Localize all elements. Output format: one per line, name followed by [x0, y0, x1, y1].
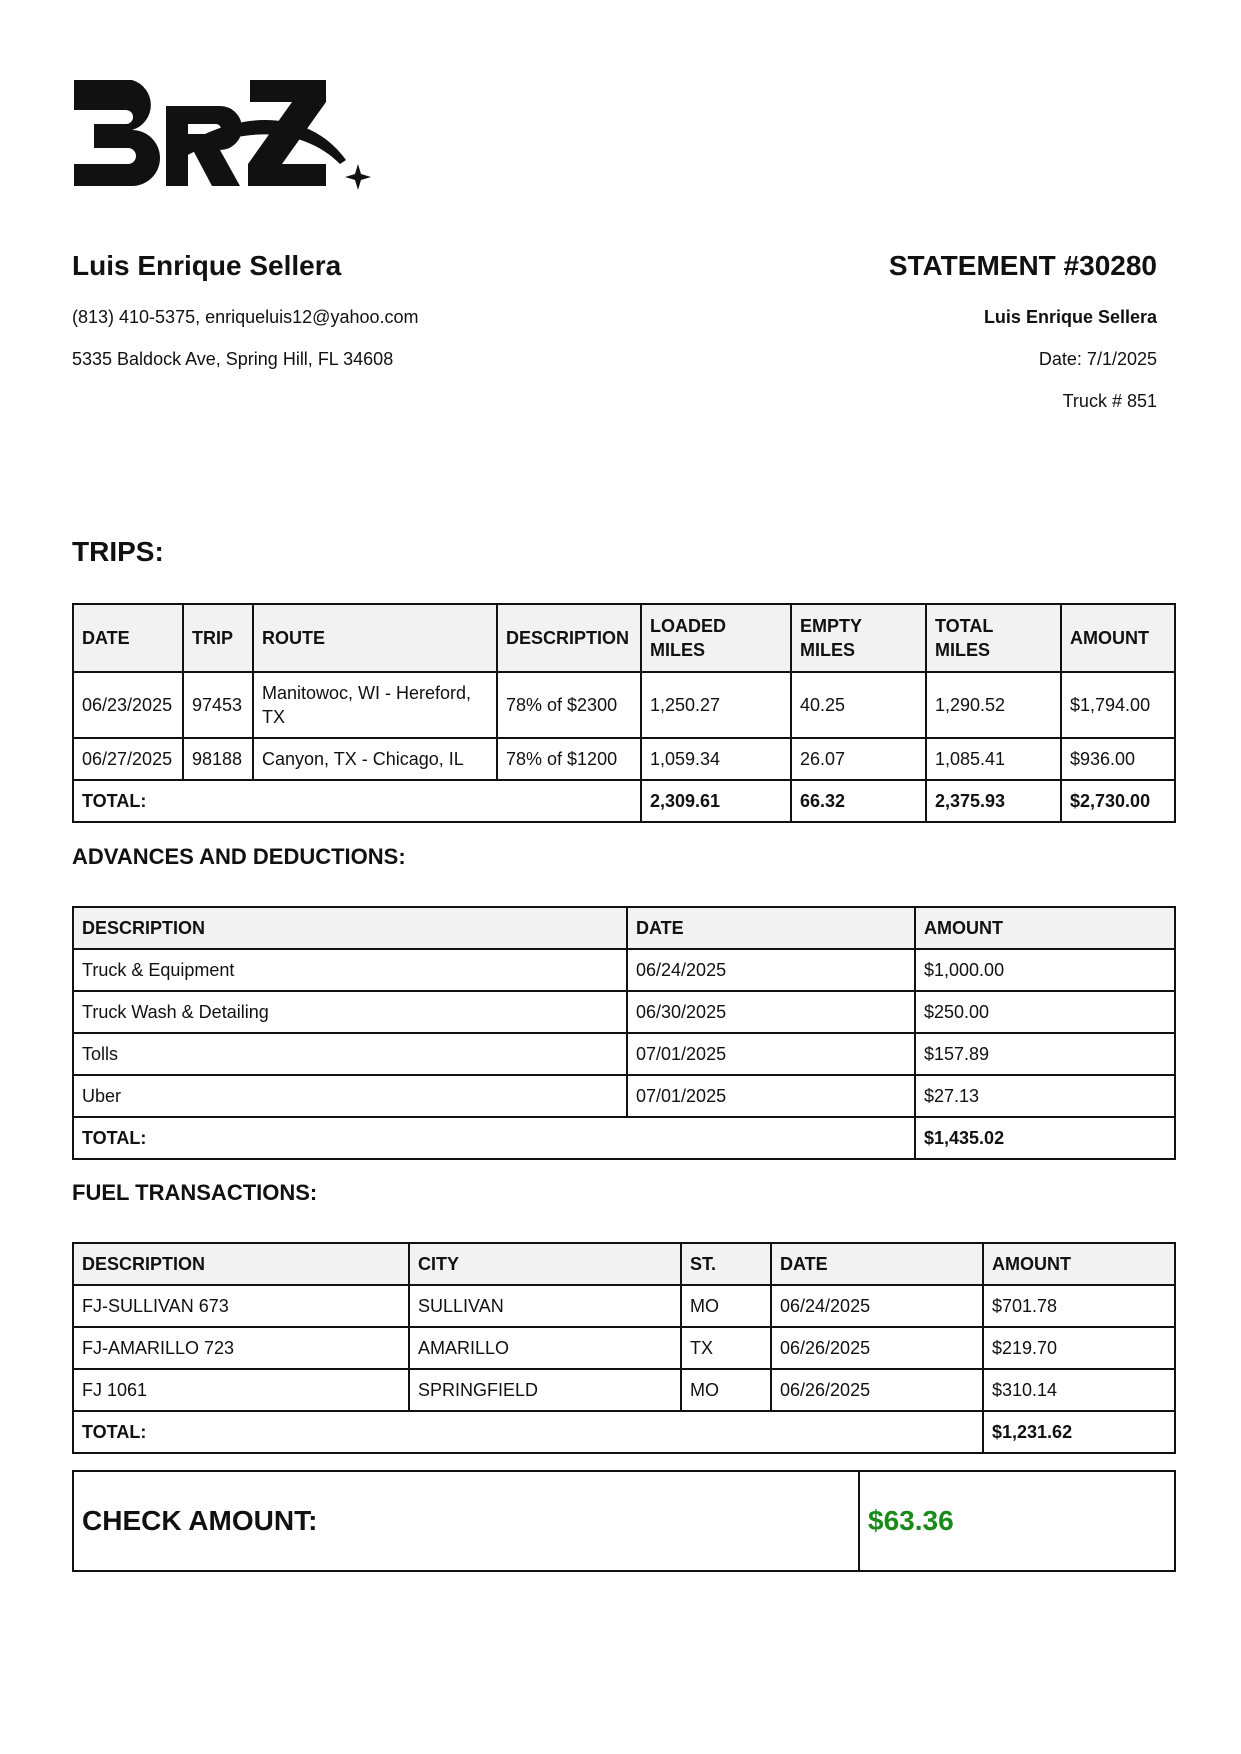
- cell: 06/26/2025: [771, 1369, 983, 1411]
- table-row: [73, 1327, 1175, 1369]
- total-amount: $1,231.62: [983, 1411, 1175, 1453]
- col-header-description: DESCRIPTION: [73, 1243, 409, 1285]
- col-header-route: ROUTE: [253, 604, 497, 672]
- cell: 1,085.41: [926, 738, 1061, 780]
- table-total-row: [73, 1411, 1175, 1453]
- cell: $27.13: [915, 1075, 1175, 1117]
- cell: TX: [681, 1327, 771, 1369]
- cell: 06/30/2025: [627, 991, 915, 1033]
- col-header-amount: AMOUNT: [1061, 604, 1175, 672]
- driver-address: 5335 Baldock Ave, Spring Hill, FL 34608: [72, 349, 394, 369]
- table-row: [73, 1285, 1175, 1327]
- cell: MO: [681, 1369, 771, 1411]
- cell: Truck & Equipment: [73, 949, 627, 991]
- driver-info: [72, 250, 419, 370]
- cell: 06/26/2025: [771, 1327, 983, 1369]
- truck-number: Truck # 851: [1062, 391, 1157, 411]
- cell: Manitowoc, WI - Hereford, TX: [253, 672, 497, 738]
- table-row: [73, 991, 1175, 1033]
- col-header-city: CITY: [409, 1243, 681, 1285]
- check-amount-label: CHECK AMOUNT:: [73, 1471, 859, 1571]
- col-header-trip: TRIP: [183, 604, 253, 672]
- fuel-table: [72, 1242, 1176, 1454]
- table-header-row: [73, 907, 1175, 949]
- statement-title: STATEMENT #30280: [888, 250, 1157, 281]
- cell: 97453: [183, 672, 253, 738]
- cell: $250.00: [915, 991, 1175, 1033]
- driver-contact: (813) 410-5375, enriqueluis12@yahoo.com: [72, 307, 419, 327]
- cell: 06/23/2025: [73, 672, 183, 738]
- cell: MO: [681, 1285, 771, 1327]
- cell: FJ-SULLIVAN 673: [73, 1285, 409, 1327]
- col-header-date: DATE: [73, 604, 183, 672]
- table-header-row: [73, 1243, 1175, 1285]
- trips-table: [72, 603, 1176, 823]
- trips-title: TRIPS:: [72, 536, 164, 567]
- statement-info: [889, 250, 1157, 412]
- cell: 07/01/2025: [627, 1033, 915, 1075]
- cell: $219.70: [983, 1327, 1175, 1369]
- advances-table: [72, 906, 1176, 1160]
- total-amount: $2,730.00: [1061, 780, 1175, 822]
- table-header-row: [73, 604, 1175, 672]
- total-label: TOTAL:: [73, 780, 641, 822]
- cell: $936.00: [1061, 738, 1175, 780]
- col-header-amount: AMOUNT: [915, 907, 1175, 949]
- col-header-description: DESCRIPTION: [73, 907, 627, 949]
- cell: $701.78: [983, 1285, 1175, 1327]
- cell: 78% of $1200: [497, 738, 641, 780]
- cell: 40.25: [791, 672, 926, 738]
- col-header-loaded-miles: LOADED MILES: [641, 604, 791, 672]
- col-header-date: DATE: [771, 1243, 983, 1285]
- total-empty-miles: 66.32: [791, 780, 926, 822]
- cell: 98188: [183, 738, 253, 780]
- cell: AMARILLO: [409, 1327, 681, 1369]
- check-amount-box: [72, 1470, 1176, 1572]
- cell: SULLIVAN: [409, 1285, 681, 1327]
- cell: 78% of $2300: [497, 672, 641, 738]
- cell: $157.89: [915, 1033, 1175, 1075]
- statement-date: Date: 7/1/2025: [1038, 349, 1157, 369]
- cell: FJ 1061: [73, 1369, 409, 1411]
- cell: $310.14: [983, 1369, 1175, 1411]
- driver-name: Luis Enrique Sellera: [72, 250, 342, 281]
- check-amount-value: $63.36: [859, 1471, 1175, 1571]
- total-label: TOTAL:: [73, 1117, 915, 1159]
- cell: Tolls: [73, 1033, 627, 1075]
- cell: 1,059.34: [641, 738, 791, 780]
- cell: 06/24/2025: [627, 949, 915, 991]
- cell: Canyon, TX - Chicago, IL: [253, 738, 497, 780]
- cell: 06/24/2025: [771, 1285, 983, 1327]
- advances-title: ADVANCES AND DEDUCTIONS:: [72, 844, 406, 869]
- cell: $1,000.00: [915, 949, 1175, 991]
- total-loaded-miles: 2,309.61: [641, 780, 791, 822]
- col-header-state: ST.: [681, 1243, 771, 1285]
- total-miles: 2,375.93: [926, 780, 1061, 822]
- col-header-description: DESCRIPTION: [497, 604, 641, 672]
- fuel-title: FUEL TRANSACTIONS:: [72, 1180, 318, 1205]
- cell: 1,290.52: [926, 672, 1061, 738]
- table-row: [73, 1369, 1175, 1411]
- cell: 26.07: [791, 738, 926, 780]
- table-total-row: [73, 780, 1175, 822]
- table-row: [73, 1075, 1175, 1117]
- col-header-total-miles: TOTAL MILES: [926, 604, 1061, 672]
- total-amount: $1,435.02: [915, 1117, 1175, 1159]
- table-total-row: [73, 1117, 1175, 1159]
- table-row: [73, 672, 1175, 738]
- cell: 07/01/2025: [627, 1075, 915, 1117]
- company-logo: [70, 78, 382, 190]
- cell: Uber: [73, 1075, 627, 1117]
- total-label: TOTAL:: [73, 1411, 983, 1453]
- col-header-date: DATE: [627, 907, 915, 949]
- cell: 06/27/2025: [73, 738, 183, 780]
- statement-driver-name: Luis Enrique Sellera: [983, 307, 1157, 327]
- cell: Truck Wash & Detailing: [73, 991, 627, 1033]
- table-row: [73, 949, 1175, 991]
- col-header-empty-miles: EMPTY MILES: [791, 604, 926, 672]
- table-row: [73, 1033, 1175, 1075]
- table-row: [73, 738, 1175, 780]
- cell: $1,794.00: [1061, 672, 1175, 738]
- col-header-amount: AMOUNT: [983, 1243, 1175, 1285]
- cell: 1,250.27: [641, 672, 791, 738]
- cell: SPRINGFIELD: [409, 1369, 681, 1411]
- cell: FJ-AMARILLO 723: [73, 1327, 409, 1369]
